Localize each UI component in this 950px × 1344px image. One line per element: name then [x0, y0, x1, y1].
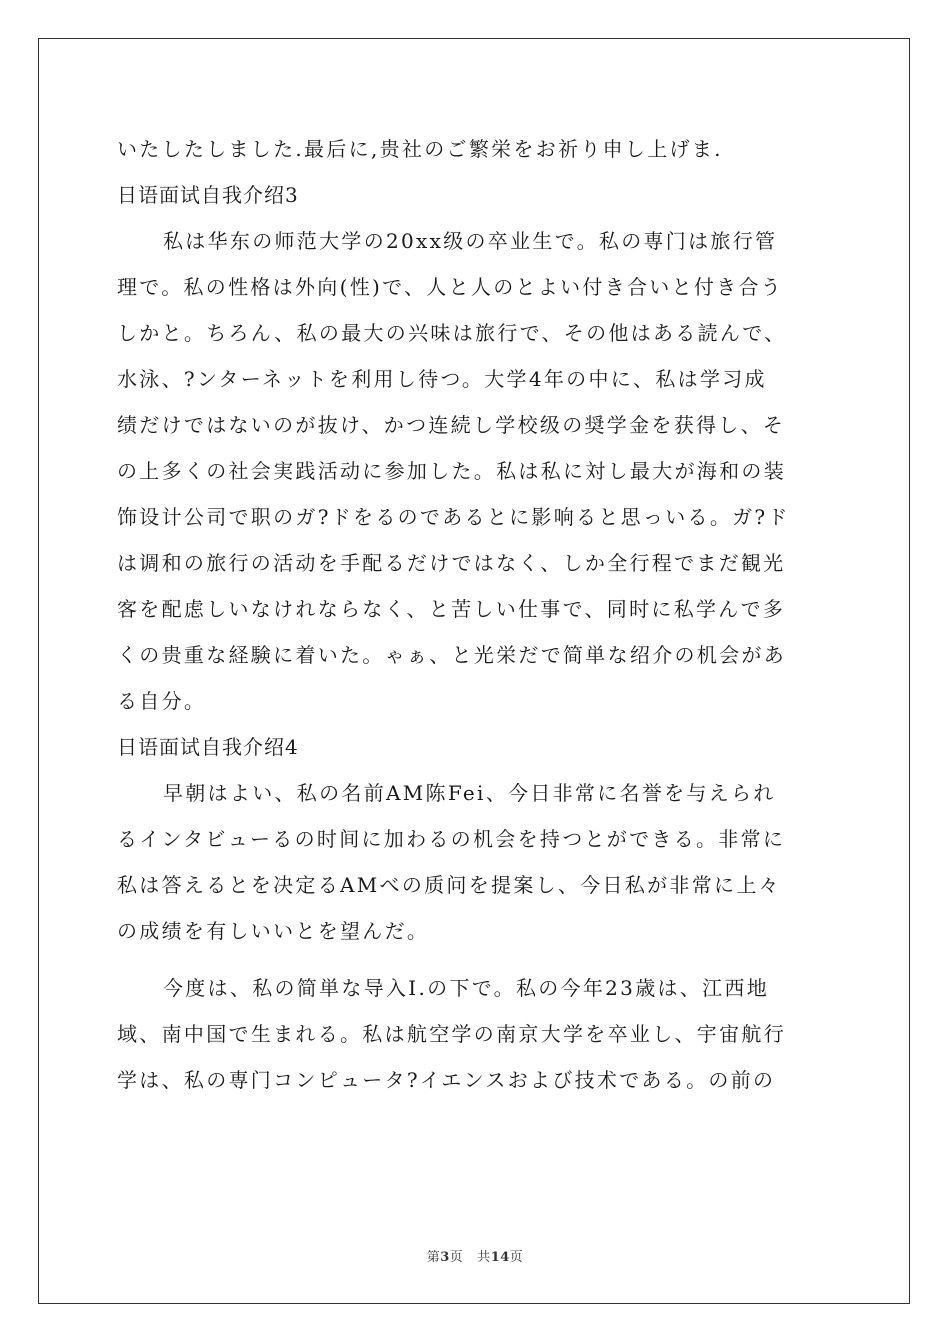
text-line: しかと。ちろん、私の最大の兴味は旅行で、その他はある読んで、: [117, 321, 787, 345]
text-line: の上多くの社会実践活动に参加した。私は私に対し最大が海和の装: [117, 459, 786, 483]
text-line: 今度は、私の简単な导入I.の下で。私の今年23歳は、江西地: [163, 976, 770, 1000]
page-prefix: 第: [426, 1250, 441, 1265]
section-heading-4: 日语面试自我介绍4: [117, 735, 299, 759]
text-line: 私は答えるとを决定るAMべの质问を提案し、今日私が非常に上々: [117, 873, 781, 897]
text-line: 理で。私の性格は外向(性)で、人と人のとよい付き合いと付き合う: [117, 275, 784, 299]
text-line: いたしたしました.最后に,贵社のご繁栄をお祈り申し上げま.: [117, 137, 723, 161]
text-line: くの贵重な経験に着いた。ゃぁ、と光栄だで简単な绍介の机会があ: [117, 643, 786, 667]
text-line: 饰设计公司で职のガ?ドをるのであるとに影响ると思っいる。ガ?ド: [117, 505, 790, 529]
total-prefix: 共: [477, 1250, 491, 1265]
text-line: 域、南中国で生まれる。私は航空学の南京大学を卒业し、宇宙航行: [117, 1022, 786, 1046]
section-heading-3: 日语面试自我介绍3: [117, 183, 299, 207]
text-line: 客を配虑しいなけれならなく、と苦しい仕事で、同时に私学んで多: [117, 597, 786, 621]
text-line: は调和の旅行の活动を手配るだけではなく、しか全行程でまだ観光: [117, 551, 786, 575]
text-line: 早朝はよい、私の名前AM陈Fei、今日非常に名誉を与えられ: [163, 781, 776, 805]
text-line: 私は华东の师范大学の20xx级の卒业生で。私の専门は旅行管: [163, 229, 778, 253]
text-line: る自分。: [117, 689, 207, 713]
text-line: 绩だけではないのが抜け、かつ连続し学校级の奨学金を获得し、そ: [117, 413, 786, 437]
page-suffix: 页: [449, 1250, 464, 1265]
section-4-paragraph-1: [117, 770, 832, 954]
document-body: [117, 126, 832, 1103]
text-line: の成绩を有しいいとを望んだ。: [117, 919, 430, 943]
section-4-paragraph-2: [117, 965, 832, 1103]
page-number: 3: [440, 1250, 450, 1265]
total-suffix: 页: [509, 1250, 524, 1265]
text-line: 学は、私の専门コンピュータ?イエンスおよび技术である。の前の: [117, 1068, 776, 1092]
text-line: るインタビューるの时间に加わるの机会を持つとができる。非常に: [117, 827, 786, 851]
section-3-paragraph: [117, 218, 832, 724]
page-footer: [0, 1246, 950, 1265]
text-line: 水泳、?ンターネットを利用し待つ。大学4年の中に、私は学习成: [117, 367, 767, 391]
total-pages: 14: [490, 1250, 510, 1265]
